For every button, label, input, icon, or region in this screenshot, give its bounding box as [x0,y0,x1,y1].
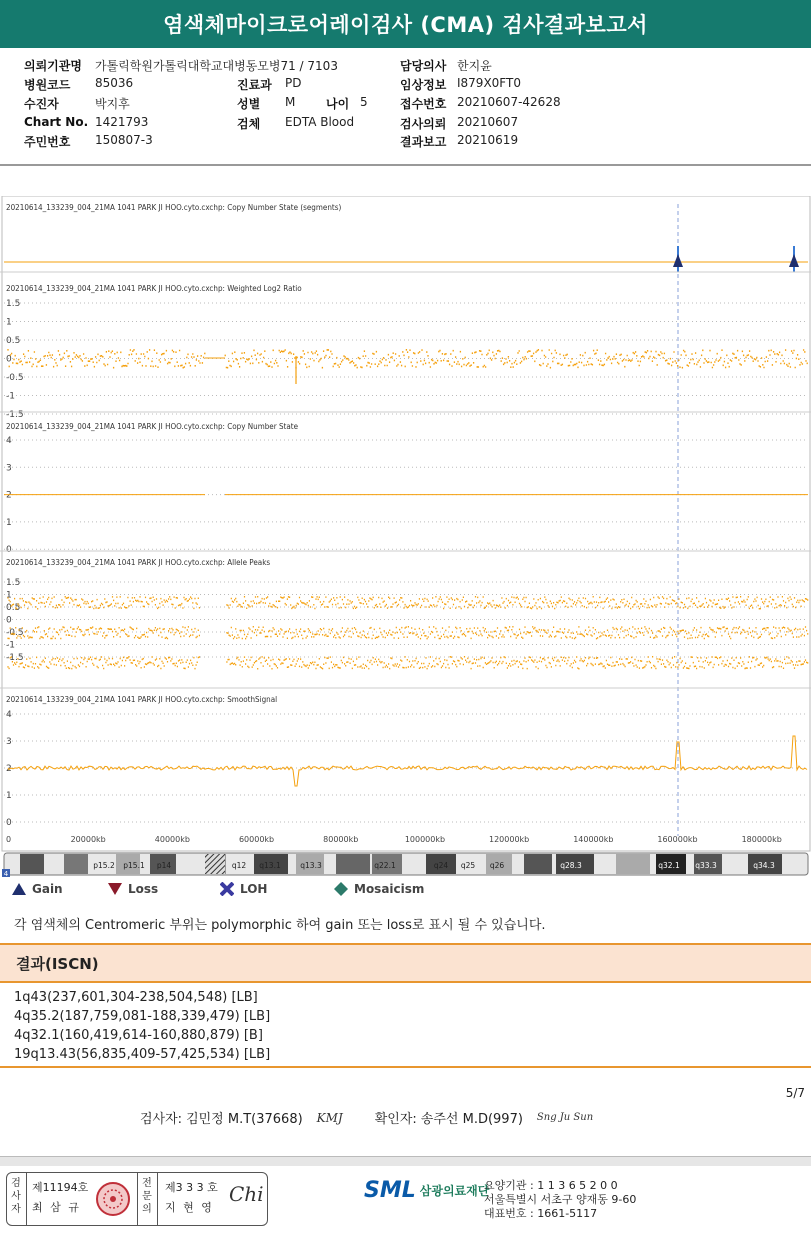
resident-value: 150807-3 [95,133,153,147]
request-value: 20210607 [457,115,519,129]
allele-band [8,596,808,610]
result-title: 결과(ISCN) [0,943,811,983]
institution-label: 의뢰기관명 [24,59,82,73]
sex-value: M [285,95,296,109]
cert-license-2: 제3 3 3 호 [165,1181,218,1194]
ideogram-band [336,854,370,874]
band-label: q32.1 [658,861,680,870]
legend-loss [108,882,158,896]
panel-title-smooth: 20210614_133239_004_21MA 1041 PARK JI HOO.cyto.cxchp: SmoothSignal [6,695,278,704]
band-label: q22.1 [374,861,396,870]
examiner-label: 검사자: [140,1112,183,1127]
tick-label-log2: 0.5 [6,336,21,346]
receipt-value: 20210607-42628 [457,95,561,109]
allele-band [8,626,808,639]
cma-plot [0,196,811,916]
tick-label-allele: 0 [6,615,12,626]
age-value: 5 [360,95,368,109]
plot-frame [2,196,810,851]
tick-label-log2: 1.5 [6,299,21,309]
tick-label-log2: 0 [6,354,12,365]
tick-label-log2: -1.5 [6,410,24,420]
x-tick-label: 80000kb [323,835,359,844]
certification-box [6,1172,268,1226]
tick-label-smooth: 0 [6,818,12,828]
panel-title-log2: 20210614_133239_004_21MA 1041 PARK JI HOO.cyto.cxchp: Weighted Log2 Ratio [6,284,302,293]
tick-label-log2: -0.5 [6,373,24,383]
result-item: 19q13.43(56,835,409-57,425,534) [LB] [14,1047,271,1062]
result-list [14,988,270,1064]
report-title: 염색체마이크로어레이검사 (CMA) 검사결과보고서 [0,0,811,48]
tick-label-smooth: 3 [6,737,12,747]
signers [140,1108,593,1127]
specimen-label: 검체 [237,117,261,131]
cert-col-1: 검사자 [11,1178,21,1215]
band-label: q26 [489,861,505,870]
chart-value: 1421793 [95,115,149,129]
cert-name-2: 지 현 영 [165,1201,214,1214]
patient-info [0,48,811,166]
patient-label: 수진자 [24,97,59,111]
result-item: 4q35.2(187,759,081-188,339,479) [LB] [14,1009,271,1024]
examiner-name: 김민정 M.T(37668) [186,1112,303,1127]
x-tick-label: 100000kb [404,835,446,844]
dept-label: 진료과 [237,78,272,92]
ideogram-band [616,854,650,874]
centromere-band [205,854,225,874]
org-name: 삼광의료재단 [419,1184,490,1198]
ideogram-band [524,854,552,874]
band-label: q24 [433,861,449,870]
doctor-value: 한지윤 [457,59,492,73]
band-label: q33.3 [695,861,717,870]
panel-title-segments: 20210614_133239_004_21MA 1041 PARK JI HOO.cyto.cxchp: Copy Number State (segments) [6,203,342,212]
tick-label-cn: 1 [6,517,12,528]
legend-loh-label: LOH [240,882,268,896]
chart-label: Chart No. [24,115,89,129]
band-label: p15.1 [123,861,145,870]
band-label: q12 [231,861,247,870]
band-label: p15.2 [93,861,115,870]
request-label: 검사의뢰 [400,117,447,131]
smooth-signal-line [8,736,807,786]
doctor-label: 담당의사 [400,59,447,73]
clinical-label: 임상정보 [400,78,447,92]
age-label: 나이 [326,97,350,111]
legend-gain-label: Gain [32,882,63,896]
x-tick-label: 160000kb [657,835,698,844]
tick-label-allele: 1 [6,590,12,601]
examiner-signature: KMJ [316,1110,343,1125]
tick-label-log2: 1 [6,317,12,328]
tick-label-cn: 0 [6,545,12,556]
tick-label-smooth: 2 [6,764,12,774]
tick-label-allele: -1.5 [6,653,24,663]
band-label: p14 [156,861,172,870]
legend-mosaicism [334,882,424,896]
x-tick-label: 0 [6,835,12,844]
x-tick-label: 40000kb [154,835,190,844]
band-label: q13.1 [259,861,281,870]
result-item: 4q32.1(160,419,614-160,880,879) [B] [14,1028,263,1043]
org-code: 요양기관 : 1 1 3 6 5 2 0 0 [484,1179,618,1192]
gain-marker-icon [673,254,683,267]
logo-mark: SML [364,1178,416,1203]
specimen-value: EDTA Blood [285,115,355,129]
hospital-code-value: 85036 [95,76,134,90]
legend [0,882,811,902]
receipt-label: 접수번호 [400,97,447,111]
log2-signal [8,349,807,369]
org-addr: 서울특별시 서초구 양재동 9-60 [484,1193,637,1206]
tick-label-allele: 0.5 [6,603,21,613]
confirmer-signature: Sng Ju Sun [536,1112,594,1123]
band-label: q13.3 [300,861,322,870]
resident-label: 주민번호 [24,135,71,149]
band-label: q28.3 [560,861,582,870]
institution-value: 가톨릭학원가톨릭대학교대병동모병71 / 7103 [95,59,338,73]
chromosome-plot-panel [0,196,811,916]
legend-gain [12,882,63,896]
tick-label-cn: 2 [6,490,12,501]
dept-value: PD [285,76,302,90]
report-date-label: 결과보고 [400,135,447,149]
confirmer-name: 송주선 M.D(997) [420,1112,523,1127]
tick-label-allele: -1 [6,640,15,651]
patient-value: 박지후 [95,97,130,111]
tick-label-allele: 1.5 [6,578,21,588]
x-tick-label: 120000kb [489,835,530,844]
tick-label-allele: -0.5 [6,628,24,638]
sex-label: 성별 [237,97,261,111]
legend-loss-label: Loss [128,882,159,896]
loss-triangle-icon [108,883,122,895]
footer-divider [0,1156,811,1166]
x-tick-label: 20000kb [70,835,106,844]
mosaicism-diamond-icon [334,882,348,896]
page-number: 5/7 [785,1086,805,1100]
cert-col-2: 전문의 [142,1178,152,1215]
ideogram-band [20,854,44,874]
tick-label-log2: -1 [6,391,15,402]
cert-name-1: 최 삼 규 [32,1201,81,1214]
loh-cross-icon [220,882,234,896]
panel-title-allele: 20210614_133239_004_21MA 1041 PARK JI HOO.cyto.cxchp: Allele Peaks [6,558,271,567]
report-date-value: 20210619 [457,133,519,147]
gain-marker-icon [789,254,799,267]
centromere-note: 각 염색체의 Centromeric 부위는 polymorphic 하여 gain 또는 loss로 표시 될 수 있습니다. [14,918,546,933]
band-label: q34.3 [753,861,775,870]
tick-label-smooth: 4 [6,710,12,720]
tick-label-cn: 3 [6,463,12,474]
x-tick-label: 180000kb [741,835,782,844]
chromosome-number: 4 [3,870,9,878]
ideogram-band [64,854,88,874]
result-item: 1q43(237,601,304-238,504,548) [LB] [14,990,258,1005]
org-phone: 대표번호 : 1661-5117 [484,1207,598,1220]
x-tick-label: 140000kb [573,835,614,844]
legend-mosaicism-label: Mosaicism [354,882,425,896]
panel-title-cn: 20210614_133239_004_21MA 1041 PARK JI HOO.cyto.cxchp: Copy Number State [6,422,299,431]
clinical-value: I879X0FT0 [457,76,521,90]
tick-label-cn: 4 [6,436,12,446]
confirmer-label: 확인자: [374,1112,417,1127]
cert-license-1: 제11194호 [32,1181,89,1194]
sml-logo [364,1178,489,1203]
result-divider [0,1066,811,1068]
legend-loh [220,882,267,896]
org-address [484,1179,636,1221]
seal-stamp-icon [95,1181,131,1217]
hospital-code-label: 병원코드 [24,78,71,92]
cert-signature-2: Chi [229,1182,264,1206]
tick-label-smooth: 1 [6,791,12,801]
gain-triangle-icon [12,883,26,895]
x-tick-label: 60000kb [238,835,275,844]
allele-band [8,656,808,670]
band-label: q25 [460,861,476,870]
